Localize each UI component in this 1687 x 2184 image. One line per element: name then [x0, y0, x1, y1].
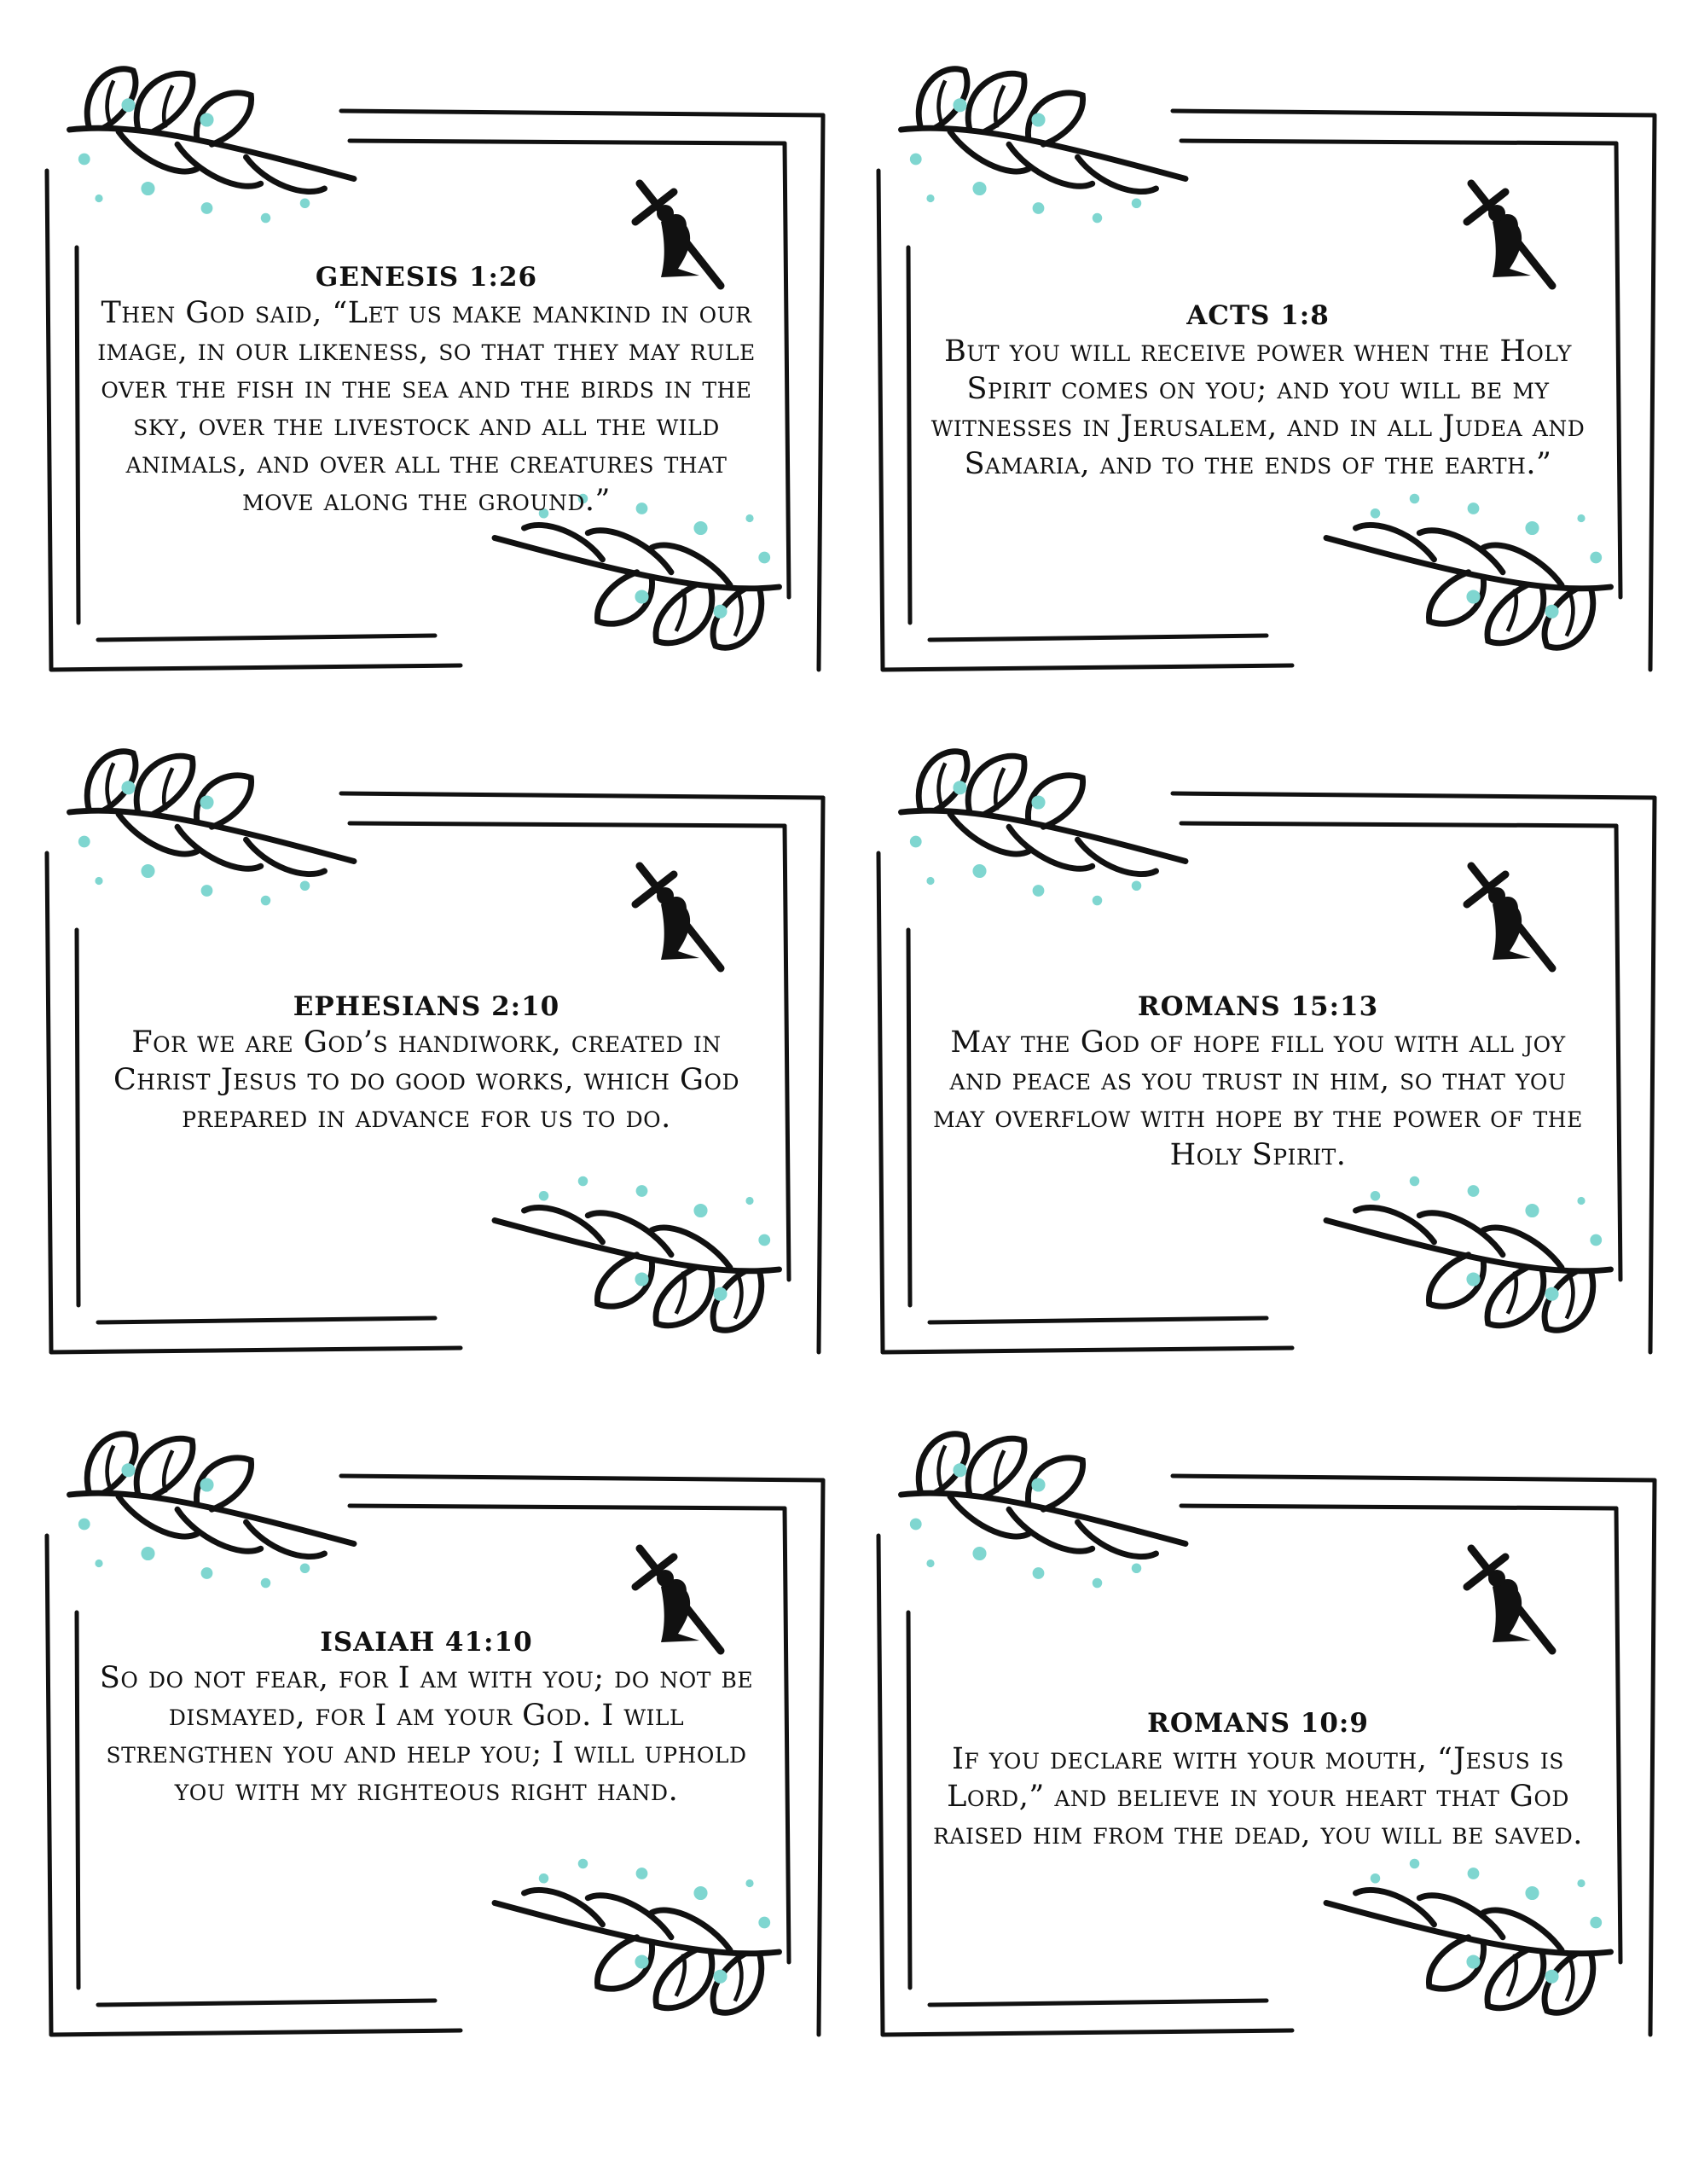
verse-block — [925, 299, 1591, 483]
leaf-branch-icon — [901, 1434, 1186, 1588]
jesus-carrying-cross-icon — [1467, 866, 1552, 968]
leaf-branch-icon — [70, 752, 355, 905]
verse-block — [94, 260, 759, 520]
leaf-branch-icon — [901, 752, 1186, 905]
verse-card — [17, 717, 836, 1382]
verse-reference: ACTS 1:8 — [1186, 300, 1330, 331]
leaf-branch-icon — [70, 1434, 355, 1588]
verse-text: For we are God’s handiwork, created in Christ Jesus to do good works, which God prepared in advance for us to do. — [113, 1025, 740, 1135]
verse-reference: ROMANS 10:9 — [1147, 1708, 1369, 1739]
verse-card — [17, 34, 836, 700]
verse-text: But you will receive power when the Holy Spirit comes on you; and you will be my witnesses in Jerusalem, and in all Judea and Samaria, and to the ends of the earth.” — [930, 334, 1586, 481]
leaf-branch-icon — [1326, 494, 1611, 648]
jesus-carrying-cross-icon — [635, 866, 721, 968]
verse-block — [925, 990, 1591, 1174]
verse-text: So do not fear, for I am with you; do not be dismayed, for I am your God. I will strengthen you and help you; I will uphold you with my righteous right hand. — [99, 1661, 754, 1808]
verse-card — [17, 1399, 836, 2065]
leaf-branch-icon — [901, 69, 1186, 223]
verse-reference: ISAIAH 41:10 — [320, 1627, 533, 1658]
leaf-branch-icon — [1326, 1859, 1611, 2013]
verse-text: May the God of hope fill you with all joy and peace as you trust in him, so that you may overflow with hope by the power of the Holy Spirit. — [933, 1025, 1583, 1172]
verse-text: Then God said, “Let us make mankind in our image, in our likeness, so that they may rule over the fish in the sea and the birds in the sky, over the livestock and all the wild animals, and over all the creatures that move along the ground.” — [97, 296, 756, 518]
jesus-carrying-cross-icon — [1467, 183, 1552, 286]
leaf-branch-icon — [495, 1859, 780, 2013]
verse-block — [925, 1706, 1591, 1853]
verse-card — [849, 34, 1667, 700]
verse-card — [849, 717, 1667, 1382]
leaf-branch-icon — [70, 69, 355, 223]
verse-reference: EPHESIANS 2:10 — [293, 991, 560, 1022]
verse-text: If you declare with your mouth, “Jesus is Lord,” and believe in your heart that God raised him from the dead, you will be saved. — [933, 1742, 1583, 1851]
verse-reference: GENESIS 1:26 — [315, 262, 538, 293]
leaf-branch-icon — [495, 1176, 780, 1330]
verse-block — [94, 1625, 759, 1809]
verse-block — [94, 990, 759, 1136]
verse-card — [849, 1399, 1667, 2065]
jesus-carrying-cross-icon — [1467, 1548, 1552, 1651]
verse-reference: ROMANS 15:13 — [1137, 991, 1379, 1022]
leaf-branch-icon — [1326, 1176, 1611, 1330]
